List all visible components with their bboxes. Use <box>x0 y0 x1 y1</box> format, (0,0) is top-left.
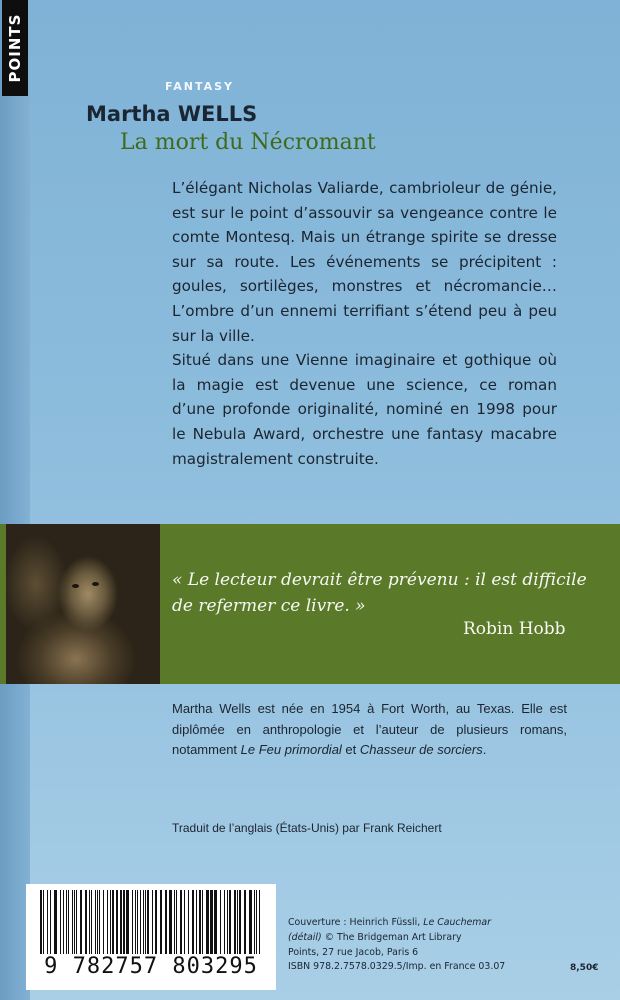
blurb-paragraph-2: Situé dans une Vienne imaginaire et gothique où la magie est devenue une science, ce roman d’une profonde originalité, nominé en 1998 pour le Nebula Award, orchestre une fantasy macabre magistralement construite. <box>172 351 557 468</box>
credits-detail: (détail) <box>288 931 322 943</box>
painting-eye-right <box>92 582 99 586</box>
barcode-bar <box>239 890 241 954</box>
points-logo-text: POINTS <box>6 13 24 83</box>
barcode-bar <box>256 890 257 954</box>
author-bio <box>172 699 567 761</box>
credits <box>288 916 608 975</box>
barcode-bar <box>54 890 57 954</box>
barcode-bar <box>116 890 118 954</box>
barcode-bar <box>97 890 98 954</box>
barcode-bar <box>180 890 182 954</box>
barcode-bar <box>188 890 189 954</box>
review-quote-author: Robin Hobb <box>463 619 566 639</box>
credits-cover-work: Le Cauchemar <box>423 917 492 928</box>
barcode-bar <box>174 890 175 954</box>
barcode-bar <box>224 890 225 954</box>
barcode-bar <box>249 890 252 954</box>
barcode-bar <box>169 890 172 954</box>
barcode-bar <box>145 890 146 954</box>
barcode-bar <box>110 890 111 954</box>
barcode-bar <box>74 890 75 954</box>
barcode-bar <box>126 890 129 954</box>
barcode-bar <box>76 890 77 954</box>
barcode-bar <box>165 890 167 954</box>
barcode-bar <box>184 890 185 954</box>
barcode-bar <box>229 890 231 954</box>
barcode-bar <box>192 890 194 954</box>
barcode-bar <box>103 890 104 954</box>
barcode-bar <box>123 890 125 954</box>
barcode-bar <box>152 890 153 954</box>
barcode-bar <box>227 890 228 954</box>
barcode-bar <box>40 890 42 954</box>
barcode-bar <box>43 890 44 954</box>
credits-isbn: ISBN 978.2.7578.0329.5/Imp. en France 03.07 <box>288 961 506 973</box>
bio-text-3: . <box>482 742 487 757</box>
points-logo <box>2 0 28 96</box>
credits-copyright: © The Bridgeman Art Library <box>321 931 462 943</box>
barcode-bar <box>95 890 96 954</box>
barcode-bar <box>132 890 133 954</box>
credits-line-2 <box>288 931 608 946</box>
barcode-bar <box>120 890 122 954</box>
barcode-bar <box>50 890 51 954</box>
credits-line-1 <box>288 916 608 931</box>
barcode-bar <box>160 890 162 954</box>
barcode-bar <box>91 890 92 954</box>
barcode-bar <box>199 890 201 954</box>
bio-book-1: Le Feu primordial <box>240 742 342 757</box>
barcode-bar <box>259 890 260 954</box>
barcode-bar <box>237 890 238 954</box>
barcode <box>26 884 276 990</box>
barcode-bar <box>155 890 157 954</box>
barcode-bar <box>244 890 246 954</box>
blurb <box>172 176 557 471</box>
book-title: La mort du Nécromant <box>120 130 376 155</box>
barcode-bar <box>234 890 236 954</box>
translator-credit: Traduit de l’anglais (États-Unis) par Frank Reichert <box>172 821 442 835</box>
barcode-bar <box>220 890 221 954</box>
barcode-bar <box>72 890 73 954</box>
cover-painting-detail <box>6 524 160 684</box>
barcode-bar <box>196 890 197 954</box>
barcode-bar <box>135 890 136 954</box>
barcode-bar <box>140 890 141 954</box>
barcode-bar <box>107 890 108 954</box>
author-name: Martha WELLS <box>86 102 258 126</box>
barcode-bar <box>80 890 82 954</box>
barcode-bar <box>137 890 138 954</box>
barcode-bar <box>210 890 213 954</box>
barcode-digits: 9 782757 803295 <box>44 954 258 979</box>
barcode-bars <box>32 890 270 954</box>
bio-text-2: et <box>341 742 360 757</box>
barcode-bar <box>214 890 217 954</box>
barcode-bar <box>89 890 90 954</box>
barcode-bar <box>202 890 203 954</box>
barcode-bar <box>206 890 209 954</box>
review-quote: « Le lecteur devrait être prévenu : il est difficile de refermer ce livre. » <box>172 570 587 616</box>
barcode-bar <box>68 890 69 954</box>
bio-book-2: Chasseur de sorciers <box>359 742 483 757</box>
painting-eye-left <box>72 584 79 588</box>
barcode-bar <box>176 890 177 954</box>
barcode-bar <box>85 890 87 954</box>
price: 8,50€ <box>570 963 599 973</box>
barcode-bar <box>143 890 144 954</box>
blurb-paragraph-1: L’élégant Nicholas Valiarde, cambrioleur de génie, est sur le point d’assouvir sa vengeance contre le comte Montesq. Mais un étrange spirite se dresse sur sa route. Les événements se précipitent : goules, sortilèges, monstres et nécromancie… L’ombre d’un ennemi terrifiant s’étend peu à peu sur la ville. <box>172 179 557 345</box>
barcode-bar <box>112 890 114 954</box>
spine-edge <box>0 0 30 1000</box>
barcode-bar <box>254 890 255 954</box>
barcode-bar <box>66 890 67 954</box>
barcode-bar <box>47 890 48 954</box>
barcode-bar <box>147 890 149 954</box>
barcode-bar <box>60 890 61 954</box>
credits-publisher-address: Points, 27 rue Jacob, Paris 6 <box>288 946 419 958</box>
barcode-bar <box>99 890 100 954</box>
credits-cover-label: Couverture : Heinrich Füssli, <box>288 917 424 928</box>
barcode-bar <box>63 890 64 954</box>
genre-label: FANTASY <box>165 80 235 93</box>
bio-text-1: Martha Wells est née en 1954 à Fort Worth, au Texas. Elle est diplômée en anthropologie et l’auteur de plusieurs romans, notamment <box>172 701 567 757</box>
